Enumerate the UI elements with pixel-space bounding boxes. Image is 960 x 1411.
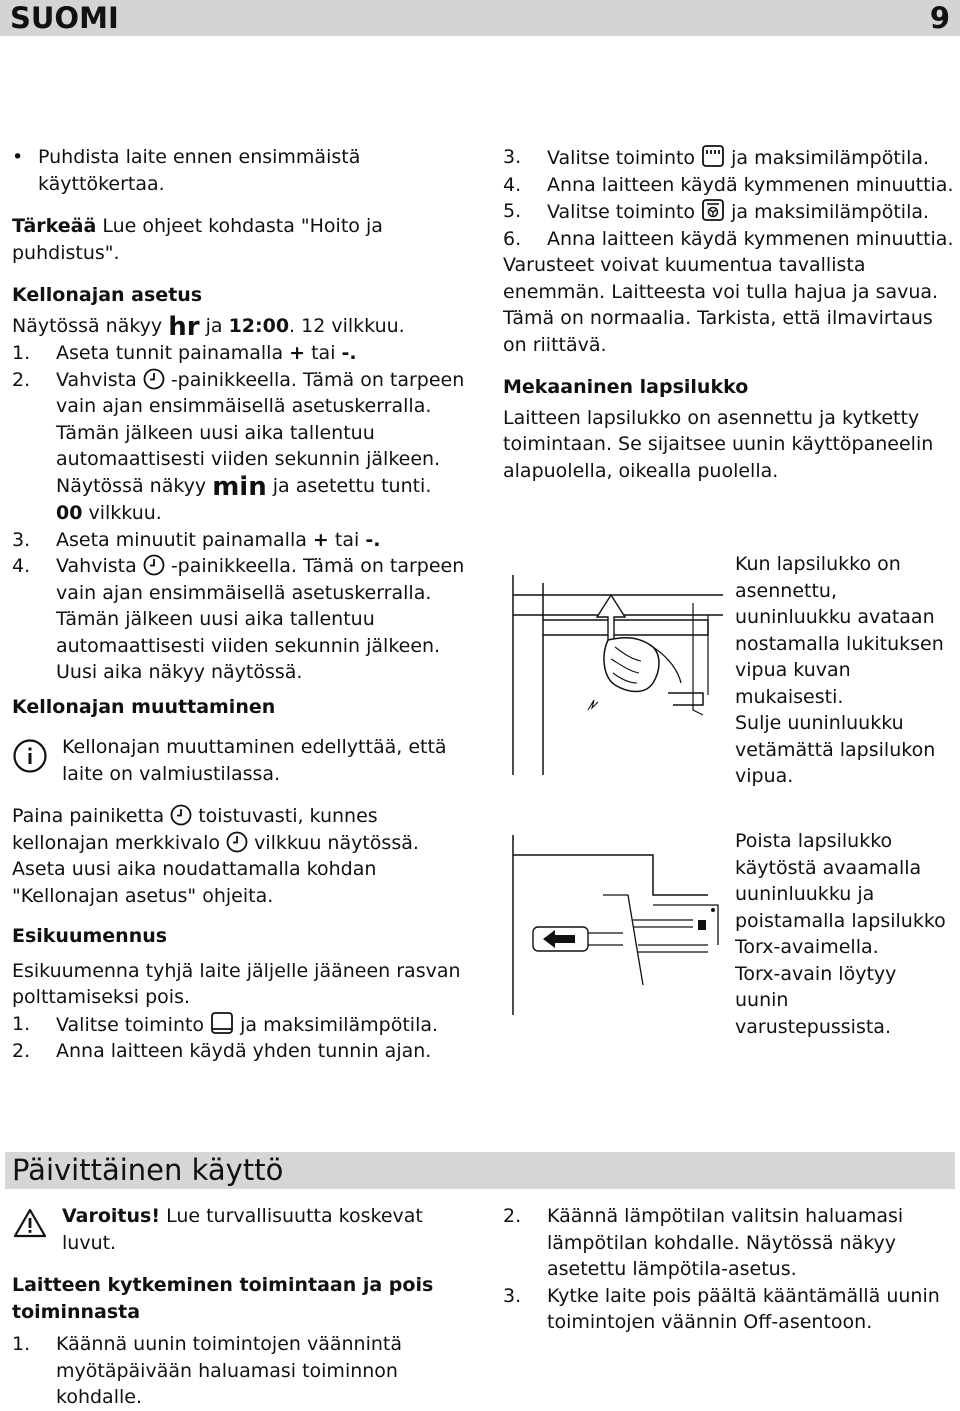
step-4 bbox=[12, 553, 474, 659]
step-number: 4. bbox=[12, 555, 31, 577]
step-2-blink bbox=[12, 500, 474, 527]
step-text: Vahvista bbox=[56, 555, 137, 577]
bullet-item bbox=[12, 144, 474, 197]
warning-text: Lue turvallisuutta koskevat luvut. bbox=[62, 1205, 423, 1254]
clock-icon bbox=[143, 554, 165, 576]
step-text: Anna laitteen käydä kymmenen minuuttia. bbox=[547, 173, 954, 196]
clock-icon bbox=[170, 804, 192, 826]
grill-icon bbox=[701, 144, 725, 168]
section-title: Päivittäinen käyttö bbox=[12, 1153, 284, 1187]
step-3 bbox=[12, 527, 474, 554]
preheat-text: Esikuumenna tyhjä laite jäljelle jääneen rasvan polttamiseksi pois. bbox=[12, 959, 461, 1008]
blink-value: 00 bbox=[56, 502, 83, 524]
daily-step-2 bbox=[503, 1203, 955, 1283]
preheat-step-6 bbox=[503, 226, 955, 253]
child-lock-open-text bbox=[735, 551, 950, 790]
step-number: 2. bbox=[12, 368, 31, 391]
step-text: Valitse toiminto bbox=[56, 1013, 205, 1036]
step-text: ja maksimilämpötila. bbox=[240, 1013, 439, 1036]
preheat-step-5 bbox=[503, 198, 955, 226]
daily-left-column bbox=[12, 1203, 474, 1411]
hr-symbol: hr bbox=[168, 311, 200, 342]
display-text: Näytössä näkyy bbox=[56, 474, 207, 497]
step-number: 2. bbox=[503, 1205, 522, 1227]
display-text: ja asetettu tunti. bbox=[272, 474, 432, 497]
daily-step-3 bbox=[503, 1283, 955, 1336]
step-text: Aseta minuutit painamalla bbox=[56, 528, 307, 551]
step-number: 1. bbox=[12, 342, 31, 364]
step-text: Anna laitteen käydä yhden tunnin ajan. bbox=[56, 1040, 432, 1062]
child-lock-step-close: Sulje uuninluukku vetämättä lapsilukon vipua. bbox=[735, 712, 936, 787]
language-label: SUOMI bbox=[10, 1, 119, 35]
conventional-heating-icon bbox=[210, 1011, 234, 1035]
step-2 bbox=[12, 367, 474, 473]
change-instructions bbox=[12, 803, 474, 909]
important-text: Lue ohjeet kohdasta "Hoito ja puhdistus". bbox=[12, 215, 383, 264]
step-1 bbox=[12, 340, 474, 367]
step-text: Valitse toiminto bbox=[547, 201, 696, 223]
step-2-display bbox=[12, 473, 474, 501]
page-header bbox=[0, 0, 960, 36]
step-text: Valitse toiminto bbox=[547, 147, 696, 169]
step-text: ja maksimilämpötila. bbox=[731, 201, 930, 223]
step-text: -painikkeella. Tämä on tarpeen vain ajan ensimmäisellä asetuskerralla. Tämän jälkeen uusi aika tallentuu automaattisesti viiden sekunnin jälkeen. bbox=[56, 555, 465, 657]
display-text: Näytössä näkyy bbox=[12, 314, 163, 337]
step-text: tai bbox=[334, 528, 360, 551]
info-note bbox=[12, 734, 474, 787]
display-text: vilkkuu. bbox=[331, 314, 405, 337]
step-text: Aseta tunnit painamalla bbox=[56, 342, 284, 364]
display-text: ja bbox=[205, 314, 223, 337]
left-column bbox=[12, 144, 474, 1065]
min-symbol: min bbox=[212, 471, 267, 502]
preheat-step-1 bbox=[12, 1011, 474, 1039]
warning-icon bbox=[12, 1207, 48, 1239]
body-text: toistuvasti, kunnes kellonajan merkkivalo bbox=[12, 805, 378, 854]
warning-note bbox=[12, 1203, 474, 1256]
daily-right-column bbox=[503, 1203, 955, 1336]
step-number: 3. bbox=[503, 1284, 522, 1307]
child-lock-step-open: Kun lapsilukko on asennettu, uuninluukku avataan nostamalla lukituksen vipua kuvan mukaisesti. bbox=[735, 553, 944, 708]
child-lock-remove-text bbox=[735, 828, 950, 1040]
plus-key: + bbox=[312, 528, 329, 551]
daily-step-1 bbox=[12, 1331, 474, 1411]
display-text: vilkkuu. bbox=[88, 502, 162, 524]
bullet-text: Puhdista laite ennen ensimmäistä käyttökertaa. bbox=[38, 146, 361, 195]
step-number: 2. bbox=[12, 1040, 31, 1062]
step-number: 5. bbox=[503, 200, 522, 222]
display-text: . 12 bbox=[289, 314, 326, 337]
step-text: Käännä uunin toimintojen väännintä myötäpäivään haluamasi toiminnon kohdalle. bbox=[56, 1333, 402, 1408]
step-number: 4. bbox=[503, 173, 522, 196]
child-lock-step-torx: Torx-avain löytyy uunin varustepussista. bbox=[735, 962, 897, 1038]
preheat-step-3 bbox=[503, 144, 955, 172]
step-text: Kytke laite pois päältä kääntämällä uunin toimintojen väännin Off-asentoon. bbox=[547, 1284, 940, 1333]
step-text: ja maksimilämpötila. bbox=[731, 147, 930, 169]
page-number: 9 bbox=[929, 1, 950, 35]
section-header-daily-use bbox=[5, 1152, 955, 1189]
accessory-note: Varusteet voivat kuumentua tavallista enemmän. Laitteesta voi tulla hajua ja savua. Tämä on normaalia. Tarkista, että ilmavirtaus on riittävä. bbox=[503, 254, 939, 356]
bullet-dot: • bbox=[12, 146, 24, 168]
clock-change-title: Kellonajan muuttaminen bbox=[12, 695, 276, 718]
important-label: Tärkeää bbox=[12, 215, 97, 237]
clock-icon bbox=[226, 831, 248, 853]
step-text: Anna laitteen käydä kymmenen minuuttia. bbox=[547, 227, 954, 250]
preheat-step-4 bbox=[503, 172, 955, 199]
child-lock-step-remove: Poista lapsilukko käytöstä avaamalla uuninluukku ja poistamalla lapsilukko Torx-avaimella. bbox=[735, 830, 946, 958]
step-number: 3. bbox=[12, 528, 31, 551]
plus-key: + bbox=[289, 342, 306, 364]
body-text: vilkkuu näytössä. Aseta uusi aika noudattamalla kohdan "Kellonajan asetus" ohjeita. bbox=[12, 831, 419, 907]
clock-icon bbox=[143, 368, 165, 390]
info-icon bbox=[12, 738, 48, 774]
important-note bbox=[12, 213, 474, 266]
child-lock-remove-illustration bbox=[503, 835, 725, 1015]
step-text: Vahvista bbox=[56, 368, 137, 391]
clock-setting-title: Kellonajan asetus bbox=[12, 284, 203, 306]
right-column bbox=[503, 144, 955, 484]
step-number: 1. bbox=[12, 1012, 31, 1035]
child-lock-title: Mekaaninen lapsilukko bbox=[503, 376, 749, 398]
info-text: Kellonajan muuttaminen edellyttää, että laite on valmiustilassa. bbox=[62, 736, 447, 785]
step-number: 3. bbox=[503, 146, 522, 168]
step-text: -painikkeella. Tämä on tarpeen vain ajan ensimmäisellä asetuskerralla. Tämän jälkeen uusi aika tallentuu automaattisesti viiden sekunnin jälkeen. bbox=[56, 368, 465, 470]
body-text: Paina painiketta bbox=[12, 805, 165, 827]
warning-label: Varoitus! bbox=[62, 1205, 161, 1227]
step-number: 1. bbox=[12, 1333, 31, 1355]
minus-key: -. bbox=[341, 342, 357, 364]
on-off-title: Laitteen kytkeminen toimintaan ja pois toiminnasta bbox=[12, 1274, 434, 1323]
step-text: Käännä lämpötilan valitsin haluamasi lämpötilan kohdalle. Näytössä näkyy asetettu lämpötila-asetus. bbox=[547, 1205, 904, 1280]
step-4-result: Uusi aika näkyy näytössä. bbox=[56, 661, 303, 683]
preheat-step-2 bbox=[12, 1038, 474, 1065]
child-lock-open-illustration bbox=[503, 575, 725, 775]
minus-key: -. bbox=[365, 528, 381, 551]
fan-grill-icon bbox=[701, 198, 725, 222]
step-text: tai bbox=[311, 342, 336, 364]
step-number: 6. bbox=[503, 227, 522, 250]
child-lock-text: Laitteen lapsilukko on asennettu ja kytketty toimintaan. Se sijaitsee uunin käyttöpaneelin alapuolella, oikealla puolella. bbox=[503, 406, 934, 482]
display-line bbox=[12, 313, 474, 341]
display-time: 12:00 bbox=[228, 314, 290, 337]
preheat-title: Esikuumennus bbox=[12, 925, 168, 947]
